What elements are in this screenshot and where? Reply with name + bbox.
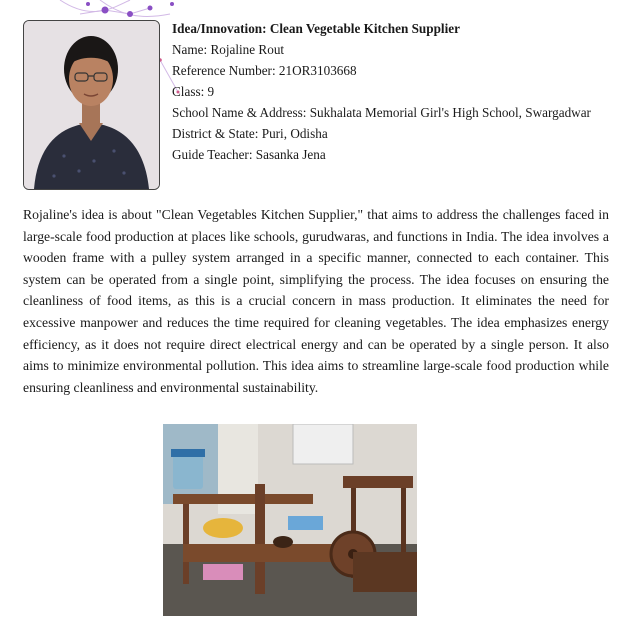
student-photo [23, 20, 160, 190]
student-name: Name: Rojaline Rout [172, 42, 285, 57]
district-state: District & State: Puri, Odisha [172, 126, 328, 141]
student-class: Class: 9 [172, 84, 215, 99]
school-address: School Name & Address: Sukhalata Memorial Girl's High School, Swargadwar [172, 105, 591, 120]
idea-description: Rojaline's idea is about "Clean Vegetables Kitchen Supplier," that aims to address the challenges faced in large-scale food production at places like schools, gurudwaras, and functions in India. The idea involves a wooden frame with a pulley system arranged in a specific manner, connected to each container. This system can be operated from a single point, simplifying the process. The idea focuses on ensuring the cleanliness of food items, as this is a crucial concern in mass production. It eliminates the need for excessive manpower and reduces the time required for cleaning vegetables. The idea emphasizes energy efficiency, as it does not require direct electrical energy and can be operated by a single person. It also aims to minimize environmental pollution. This idea aims to streamline large-scale food production while ensuring cleanliness and environmental sustainability. [23, 207, 609, 395]
reference-number: Reference Number: 21OR3103668 [172, 63, 357, 78]
prototype-photo [163, 424, 417, 616]
idea-title: Idea/Innovation: Clean Vegetable Kitchen Supplier [172, 21, 460, 36]
profile-info [172, 18, 622, 165]
guide-teacher: Guide Teacher: Sasanka Jena [172, 147, 326, 162]
